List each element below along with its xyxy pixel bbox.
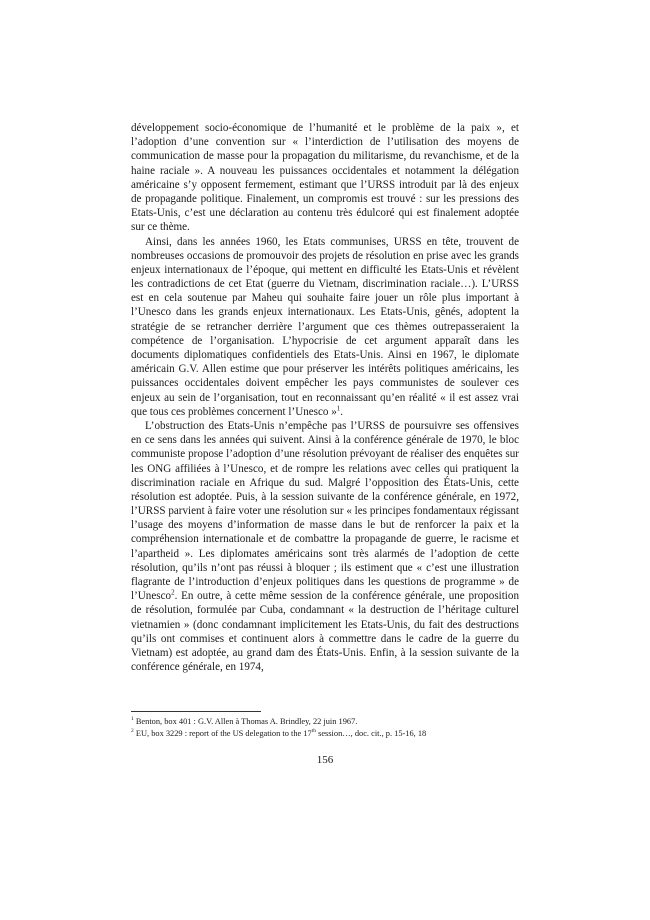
footnote-2-ordinal: th — [311, 727, 316, 734]
paragraph-2 — [131, 235, 519, 419]
footnote-separator — [131, 711, 261, 712]
body-text — [131, 121, 519, 674]
footnotes — [131, 716, 519, 739]
footnote-2-text-b: session…, doc. cit., p. 15-16, 18 — [315, 728, 427, 738]
footnote-2-number: 2 — [131, 727, 134, 734]
paragraph-3-text-b: . En outre, à cette même session de la conférence générale, une proposition de résolution, formulée par Cuba, condamnant « la destruction de l’héritage culturel vietnamien » (donc condamnant implicitement les Etats-Unis, du fait des destructions qu’ils ont commises et continuent alors à commettre dans le cadre de la guerre du Vietnam) est adoptée, au grand dam des États-Unis. Enfin, à la session suivante de la conférence générale, en 1974, — [131, 590, 519, 674]
footnote-ref-2[interactable]: 2 — [171, 588, 175, 597]
footnote-1-number: 1 — [131, 716, 134, 723]
footnote-2 — [131, 728, 519, 740]
paragraph-3 — [131, 419, 519, 674]
footnote-1-text: Benton, box 401 : G.V. Allen à Thomas A. Brindley, 22 juin 1967. — [133, 717, 358, 726]
footnote-2-text-a: EU, box 3229 : report of the US delegation to the 17 — [133, 728, 312, 738]
paragraph-3-text-a: L’obstruction des Etats-Unis n’empêche pas l’URSS de poursuivre ses offensives en ce sens dans les années qui suivent. Ainsi à la conférence générale de 1970, le bloc communiste propose l’adoption d’une résolution prévoyant de réaliser des enquêtes sur les ONG affiliées à l’Unesco, et de rompre les relations avec celles qui pratiquent la discrimination raciale en Afrique du sud. Malgré l’opposition des États-Unis, cette résolution est adoptée. Puis, à la session suivante de la conférence générale, en 1972, l’URSS parvient à faire voter une résolution sur « les principes fondamentaux régissant l’usage des moyens d’information de masse dans le but de renforcer la paix et la compréhension internationale et de combattre la propagande de guerre, le racisme et l’apartheid ». Les diplomates américains sont très alarmés de l’adoption de cette résolution, qu’ils n’ont pas réussi à bloquer ; ils estiment que « c’est une illustration flagrante de l’introduction d’enjeux politiques dans les questions de programme » de l’Unesco — [131, 419, 519, 603]
footnote-ref-1[interactable]: 1 — [336, 404, 341, 413]
page-number: 156 — [316, 754, 334, 766]
paragraph-2-text: Ainsi, dans les années 1960, les Etats communises, URSS en tête, trouvent de nombreuses occasions de promouvoir des projets de résolution en prise avec les grands enjeux internationaux de l’époque, qui mettent en difficulté les Etats-Unis et révèlent les contradictions de cet Etat (guerre du Vietnam, discrimination raciale…). L’URSS est en cela soutenue par Maheu qui souhaite faire jouer un rôle plus important à l’Unesco dans les grands enjeux internationaux. Les Etats-Unis, gênés, adoptent la stratégie de se retrancher derrière l’argument que ces thèmes outrepasseraient la compétence de l’organisation. L’hypocrisie de cet argument apparaît dans les documents diplomatiques confidentiels des Etats-Unis. Ainsi en 1967, le diplomate américain G.V. Allen estime que pour préserver les intérêts politiques américains, les puissances occidentales doivent empêcher les pays communistes de soulever ces enjeux au sein de l’organisation, tout en reconnaissant qu’en réalité « il est assez vrai que tous ces problèmes concernent l’Unesco » — [131, 235, 519, 418]
paragraph-1: développement socio-économique de l’humanité et le problème de la paix », et l’adoption d’une convention sur « l’interdiction de l’utilisation des moyens de communication de masse pour la propagation du militarisme, du revanchisme, et de la haine raciale ». A nouveau les puissances occidentales et notamment la délégation américaine s’y opposent fermement, estimant que l’URSS introduit par là des enjeux de propagande politique. Finalement, un compromis est trouvé : sur les pressions des Etats-Unis, c’est une déclaration au contenu très édulcoré qui est finalement adoptée sur ce thème. — [131, 122, 519, 234]
footnote-1 — [131, 716, 519, 728]
paragraph-2-end: . — [340, 405, 344, 418]
